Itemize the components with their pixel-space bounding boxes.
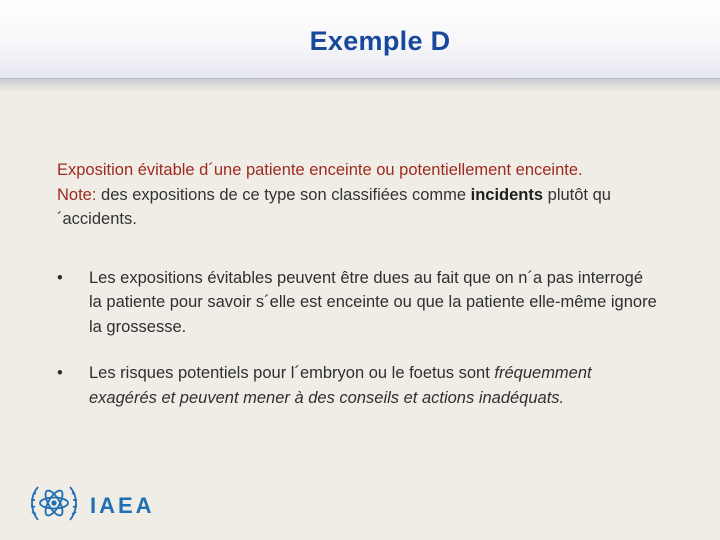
note-bold-word: incidents [470, 185, 544, 204]
bullet-list [57, 266, 657, 411]
bullet-text-normal: Les risques potentiels pour l´embryon ou le foetus sont [89, 364, 495, 382]
bullet-item-1 [57, 266, 657, 340]
bullet-marker: • [57, 268, 63, 287]
slide-title: Exemple D [309, 26, 451, 56]
iaea-logo [28, 482, 155, 530]
note-label: Note: [57, 185, 97, 204]
iaea-logo-text: IAEA [90, 493, 155, 518]
iaea-atom-emblem-icon [28, 480, 80, 533]
note-text-post: plutôt qu´accidents. [57, 185, 611, 228]
note-text-pre: des expositions de ce type son classifiées comme [96, 185, 471, 204]
intro-text: Exposition évitable d´une patiente enceinte ou potentiellement enceinte. [57, 161, 583, 179]
header-shadow [0, 78, 720, 92]
bullet-marker: • [57, 364, 63, 382]
bullet-item-2 [57, 361, 657, 410]
bullet-text-italic: fréquemment exagérés et peuvent mener à des conseils et actions inadéquats. [89, 364, 592, 407]
note-paragraph [57, 183, 657, 232]
slide-content [57, 158, 657, 432]
bullet-text: Les expositions évitables peuvent être dues au fait que on n´a pas interrogé la patiente pour savoir s´elle est enceinte ou que la patiente elle-même ignore la grossesse. [89, 268, 657, 336]
